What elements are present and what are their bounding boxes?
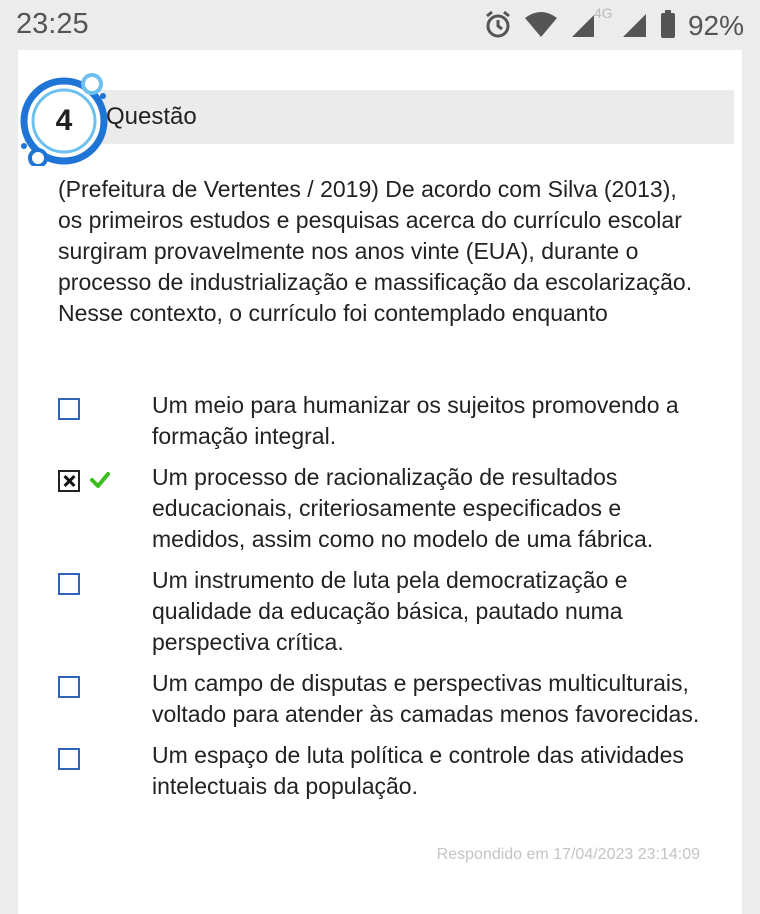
question-number: 4 — [55, 104, 73, 137]
checkbox-icon[interactable] — [58, 676, 80, 698]
alarm-icon — [484, 9, 512, 44]
question-header — [100, 90, 734, 144]
signal-icon — [622, 9, 648, 44]
checked-checkbox-icon[interactable] — [58, 470, 80, 492]
answer-option-label: Um meio para humanizar os sujeitos promovendo a formação integral. — [152, 392, 679, 449]
question-number-badge — [18, 66, 118, 166]
battery-percent: 92% — [687, 10, 744, 41]
battery-icon — [660, 9, 676, 44]
question-title: Questão — [106, 103, 197, 130]
question-text: (Prefeitura de Vertentes / 2019) De acordo com Silva (2013), os primeiros estudos e pesquisas acerca do currículo escolar surgiram provavelmente nos anos vinte (EUA), durante o processo de industrialização e massificação da escolarização. Nesse contexto, o currículo foi contemplado enquanto — [58, 176, 693, 326]
checkbox-icon[interactable] — [58, 748, 80, 770]
answer-option-label: Um campo de disputas e perspectivas multiculturais, voltado para atender às camadas menos favorecidas. — [152, 670, 700, 727]
answer-option[interactable] — [58, 390, 738, 452]
correct-check-icon — [90, 472, 110, 493]
answer-option-label: Um espaço de luta política e controle das atividades intelectuais da população. — [152, 742, 684, 799]
status-bar — [0, 0, 760, 50]
answer-option-label: Um processo de racionalização de resultados educacionais, criteriosamente especificados e medidos, assim como no modelo de uma fábrica. — [152, 464, 654, 552]
answer-option[interactable] — [58, 565, 738, 658]
answered-timestamp: Respondido em 17/04/2023 23:14:09 — [436, 846, 700, 863]
answer-options — [58, 390, 738, 812]
checkbox-icon[interactable] — [58, 573, 80, 595]
answer-option[interactable] — [58, 740, 738, 802]
answer-option-label: Um instrumento de luta pela democratização e qualidade da educação básica, pautado numa perspectiva crítica. — [152, 567, 628, 655]
network-type-label: 4G — [593, 4, 613, 21]
wifi-icon — [524, 10, 558, 43]
checkbox-icon[interactable] — [58, 398, 80, 420]
answer-option[interactable] — [58, 668, 738, 730]
question-card — [18, 50, 742, 914]
status-icons — [484, 4, 744, 44]
answer-option[interactable] — [58, 462, 738, 555]
status-time: 23:25 — [16, 8, 89, 40]
signal-icon — [570, 4, 613, 44]
